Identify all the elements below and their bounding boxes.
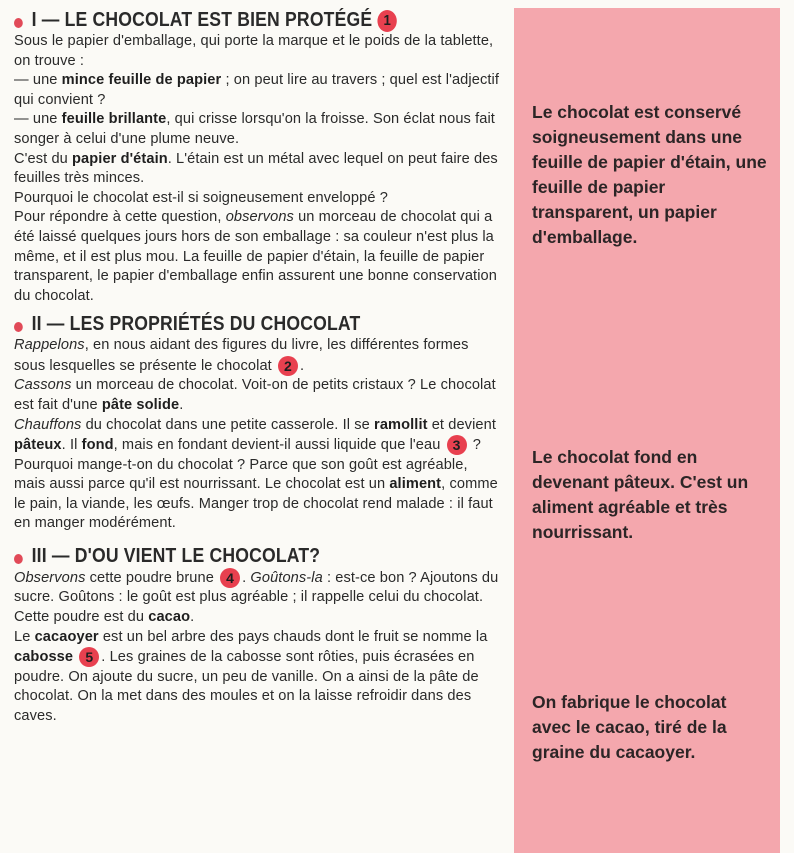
figure-badge-5: 5 — [79, 647, 99, 667]
text: du chocolat dans une petite casserole. Il se — [81, 416, 375, 433]
figure-badge-1: 1 — [378, 10, 397, 32]
section-3-title: III — D'OU VIENT LE CHOCOLAT? — [31, 544, 321, 567]
paragraph — [14, 110, 500, 149]
keyword: aliment — [389, 476, 442, 493]
bullet-dot-icon — [14, 18, 23, 28]
summary-panel — [514, 8, 780, 853]
section-1-heading — [14, 8, 442, 32]
text: , mais en fondant devient-il aussi liquide que l'eau — [113, 437, 445, 453]
text: C'est du — [14, 150, 73, 167]
emphasis: Rappelons — [14, 337, 85, 354]
text: . Il — [61, 437, 82, 453]
lesson-text — [14, 8, 500, 726]
paragraph — [14, 628, 500, 727]
section-1 — [14, 8, 500, 306]
paragraph — [14, 71, 500, 110]
keyword: papier d'étain — [72, 150, 168, 167]
text: cette poudre brune — [85, 569, 219, 586]
emphasis: Goûtons-la — [250, 569, 323, 586]
emphasis: observons — [225, 209, 294, 226]
text: . — [242, 569, 251, 586]
section-2-title: II — LES PROPRIÉTÉS DU CHOCOLAT — [31, 313, 361, 336]
keyword: fond — [81, 437, 114, 453]
figure-badge-4: 4 — [220, 568, 240, 588]
section-3 — [14, 544, 500, 726]
text: , en nous aidant des figures du livre, les différentes formes sous lesquelles se présente le chocolat — [14, 337, 469, 374]
text: Le — [14, 628, 35, 645]
paragraph — [14, 376, 500, 415]
bullet-dot-icon — [14, 322, 23, 332]
summary-3: On fabrique le chocolat avec le cacao, tiré de la graine du cacaoyer. — [532, 692, 727, 762]
text: Pour répondre à cette question, — [14, 209, 226, 226]
bullet-dot-icon — [14, 554, 23, 564]
text: . — [190, 609, 195, 626]
emphasis: Cassons — [14, 377, 72, 394]
text: . L'étain est un métal avec lequel on peut faire des feuilles très minces. — [14, 150, 498, 187]
keyword: cacao — [148, 609, 191, 626]
paragraph — [14, 150, 500, 189]
summary-2: Le chocolat fond en devenant pâteux. C'est un aliment agréable et très nourrissant. — [532, 447, 749, 542]
text: , qui crisse lorsqu'on la froisse. Son éclat nous fait songer à celui d'une plume neuve. — [14, 111, 495, 147]
text: . — [299, 357, 305, 374]
text: Sous le papier d'emballage, qui porte la marque et le poids de la tablette, on trouve : — [14, 33, 494, 69]
keyword: cacaoyer — [34, 628, 99, 645]
text: ? — [468, 437, 481, 453]
paragraph — [14, 208, 500, 306]
text: est un bel arbre des pays chauds dont le fruit se nomme la — [98, 628, 488, 645]
text: Pourquoi le chocolat est-il si soigneusement enveloppé ? — [14, 189, 388, 206]
emphasis: Chauffons — [14, 416, 82, 433]
keyword: pâte solide — [101, 396, 180, 413]
keyword: mince feuille de papier — [61, 72, 222, 89]
figure-badge-2: 2 — [278, 356, 298, 376]
text: un morceau de chocolat qui a été laissé quelques jours hors de son emballage : sa couleur n'est plus la même, et il est plus mou. La feuille de papier d'étain, la feuille de papier transparent, le papier d'emballage enfin assurent une bonne conservation du chocolat. — [14, 209, 497, 304]
paragraph — [14, 336, 500, 376]
text: Pourquoi mange-t-on du chocolat ? Parce que son goût est agréable, mais aussi parce qu'il est nourrissant. Le chocolat est un — [14, 456, 468, 493]
text: ; on peut lire au travers ; quel est l'adjectif qui convient ? — [14, 72, 500, 108]
text: : est-ce bon ? Ajoutons du sucre. Goûtons : le goût est plus agréable ; il rappelle celui du chocolat. Cette poudre est du — [14, 569, 499, 626]
paragraph — [14, 189, 500, 209]
emphasis: Observons — [14, 569, 86, 586]
section-1-title: I — LE CHOCOLAT EST BIEN PROTÉGÉ — [31, 9, 373, 31]
keyword: feuille brillante — [61, 111, 167, 128]
keyword: ramollit — [374, 416, 428, 433]
paragraph — [14, 456, 500, 534]
paragraph — [14, 568, 500, 628]
text: . — [179, 396, 184, 413]
keyword: cabosse — [14, 649, 74, 666]
summary-1: Le chocolat est conservé soigneusement dans une feuille de papier d'étain, une feuille de papier transparent, un papier d'emballage. — [532, 102, 767, 247]
text: . Les graines de la cabosse sont rôties, puis écrasées en poudre. On ajoute du sucre, un peu de vanille. On a ainsi de la pâte de chocolat. On la met dans des moules et on la laisse refroidir dans des caves. — [14, 649, 479, 724]
paragraph — [14, 32, 500, 71]
section-2 — [14, 312, 500, 534]
text: — une — [14, 72, 62, 89]
text: , comme le pain, la viande, les œufs. Manger trop de chocolat rend malade : il faut en manger modérément. — [14, 476, 498, 532]
text: un morceau de chocolat. Voit-on de petits cristaux ? Le chocolat est fait d'une — [14, 377, 496, 413]
keyword: pâteux — [14, 437, 62, 453]
text: et devient — [427, 416, 497, 433]
text: — une — [14, 111, 62, 128]
paragraph — [14, 416, 500, 456]
section-3-heading — [14, 544, 442, 568]
section-2-heading — [14, 312, 442, 336]
figure-badge-3: 3 — [447, 435, 467, 455]
